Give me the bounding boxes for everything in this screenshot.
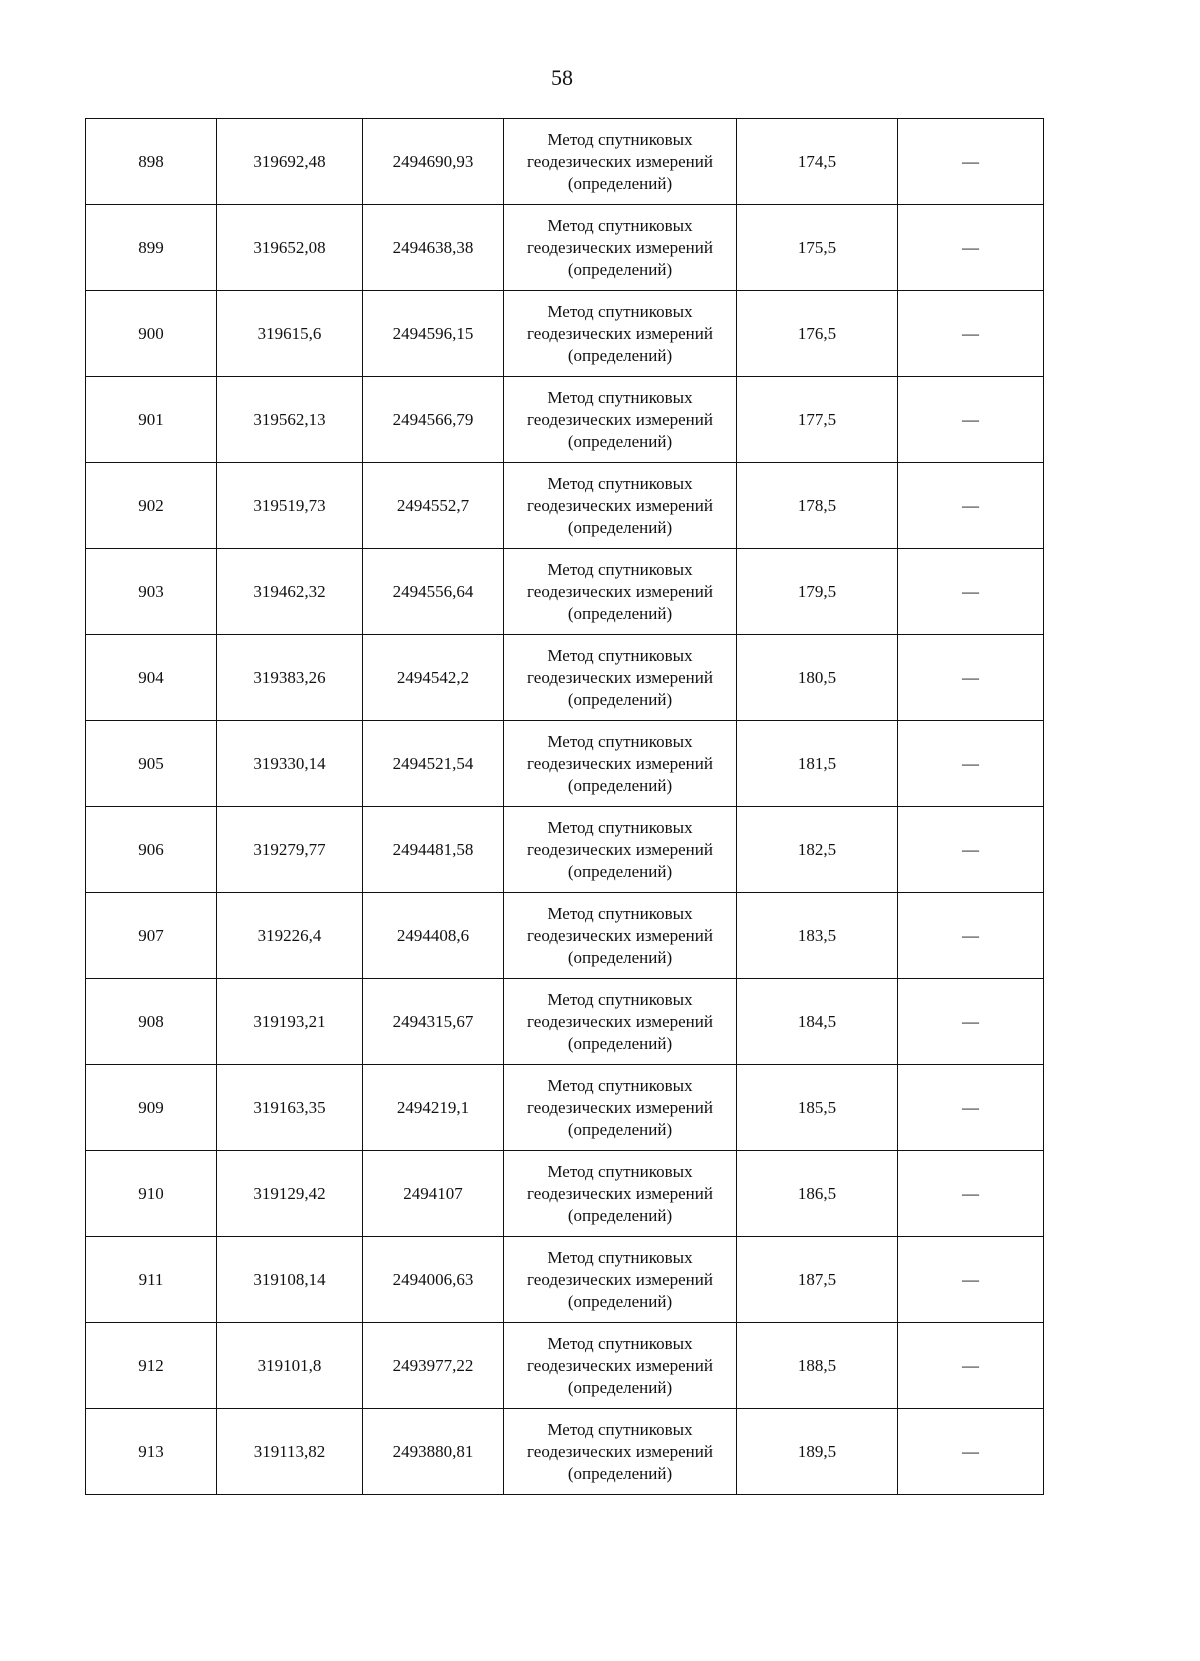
value: 181,5 xyxy=(737,721,898,807)
table-row xyxy=(86,979,1044,1065)
value: 187,5 xyxy=(737,1237,898,1323)
coord-x: 319129,42 xyxy=(217,1151,363,1237)
note-dash: — xyxy=(898,463,1044,549)
coord-x: 319163,35 xyxy=(217,1065,363,1151)
method-line: геодезических измерений xyxy=(527,667,713,687)
method-line: Метод спутниковых xyxy=(547,559,693,579)
table-row xyxy=(86,119,1044,205)
method-line: (определений) xyxy=(567,947,673,967)
method-line: геодезических измерений xyxy=(527,839,713,859)
point-number: 900 xyxy=(86,291,217,377)
value: 179,5 xyxy=(737,549,898,635)
coord-y: 2494107 xyxy=(363,1151,504,1237)
value: 185,5 xyxy=(737,1065,898,1151)
method-line: геодезических измерений xyxy=(527,753,713,773)
method xyxy=(504,893,737,979)
coord-x: 319652,08 xyxy=(217,205,363,291)
note-dash: — xyxy=(898,1151,1044,1237)
table-row xyxy=(86,205,1044,291)
note-dash: — xyxy=(898,205,1044,291)
method-line: геодезических измерений xyxy=(527,1355,713,1375)
method xyxy=(504,979,737,1065)
method xyxy=(504,1151,737,1237)
method-line: Метод спутниковых xyxy=(547,817,693,837)
value: 186,5 xyxy=(737,1151,898,1237)
method xyxy=(504,1237,737,1323)
method-line: Метод спутниковых xyxy=(547,129,693,149)
coord-x: 319383,26 xyxy=(217,635,363,721)
point-number: 908 xyxy=(86,979,217,1065)
method xyxy=(504,463,737,549)
method-line: геодезических измерений xyxy=(527,323,713,343)
note-dash: — xyxy=(898,1065,1044,1151)
table-row xyxy=(86,1237,1044,1323)
coord-x: 319226,4 xyxy=(217,893,363,979)
note-dash: — xyxy=(898,377,1044,463)
coordinates-table xyxy=(85,118,1044,1495)
coord-y: 2494481,58 xyxy=(363,807,504,893)
coord-y: 2494638,38 xyxy=(363,205,504,291)
coord-y: 2493880,81 xyxy=(363,1409,504,1495)
method-line: Метод спутниковых xyxy=(547,1247,693,1267)
method-line: геодезических измерений xyxy=(527,409,713,429)
method-line: геодезических измерений xyxy=(527,1441,713,1461)
note-dash: — xyxy=(898,1409,1044,1495)
method-line: геодезических измерений xyxy=(527,1269,713,1289)
method xyxy=(504,205,737,291)
coord-y: 2494006,63 xyxy=(363,1237,504,1323)
value: 180,5 xyxy=(737,635,898,721)
coord-y: 2494566,79 xyxy=(363,377,504,463)
coord-x: 319193,21 xyxy=(217,979,363,1065)
note-dash: — xyxy=(898,635,1044,721)
table-row xyxy=(86,377,1044,463)
coord-x: 319692,48 xyxy=(217,119,363,205)
method-line: Метод спутниковых xyxy=(547,731,693,751)
table-row xyxy=(86,635,1044,721)
method-line: (определений) xyxy=(567,173,673,193)
method-line: Метод спутниковых xyxy=(547,989,693,1009)
method-line: Метод спутниковых xyxy=(547,301,693,321)
coord-y: 2494556,64 xyxy=(363,549,504,635)
point-number: 907 xyxy=(86,893,217,979)
value: 184,5 xyxy=(737,979,898,1065)
point-number: 902 xyxy=(86,463,217,549)
table-row xyxy=(86,1323,1044,1409)
note-dash: — xyxy=(898,291,1044,377)
method-line: геодезических измерений xyxy=(527,581,713,601)
table-row xyxy=(86,1065,1044,1151)
method xyxy=(504,549,737,635)
point-number: 911 xyxy=(86,1237,217,1323)
point-number: 905 xyxy=(86,721,217,807)
coord-x: 319279,77 xyxy=(217,807,363,893)
value: 182,5 xyxy=(737,807,898,893)
point-number: 913 xyxy=(86,1409,217,1495)
coord-x: 319330,14 xyxy=(217,721,363,807)
table-row xyxy=(86,893,1044,979)
method xyxy=(504,1323,737,1409)
method xyxy=(504,1409,737,1495)
method-line: (определений) xyxy=(567,1377,673,1397)
coord-y: 2494408,6 xyxy=(363,893,504,979)
table-row xyxy=(86,721,1044,807)
coord-y: 2494552,7 xyxy=(363,463,504,549)
table-row xyxy=(86,1151,1044,1237)
method xyxy=(504,721,737,807)
note-dash: — xyxy=(898,1323,1044,1409)
method-line: (определений) xyxy=(567,517,673,537)
point-number: 910 xyxy=(86,1151,217,1237)
method-line: Метод спутниковых xyxy=(547,903,693,923)
method-line: (определений) xyxy=(567,1119,673,1139)
method-line: (определений) xyxy=(567,1463,673,1483)
method-line: (определений) xyxy=(567,861,673,881)
note-dash: — xyxy=(898,1237,1044,1323)
method-line: (определений) xyxy=(567,775,673,795)
method-line: Метод спутниковых xyxy=(547,1161,693,1181)
method-line: (определений) xyxy=(567,259,673,279)
value: 188,5 xyxy=(737,1323,898,1409)
method-line: (определений) xyxy=(567,1033,673,1053)
value: 174,5 xyxy=(737,119,898,205)
method-line: Метод спутниковых xyxy=(547,645,693,665)
method-line: геодезических измерений xyxy=(527,1011,713,1031)
point-number: 899 xyxy=(86,205,217,291)
coord-y: 2494315,67 xyxy=(363,979,504,1065)
note-dash: — xyxy=(898,979,1044,1065)
method xyxy=(504,807,737,893)
note-dash: — xyxy=(898,119,1044,205)
method xyxy=(504,635,737,721)
method-line: Метод спутниковых xyxy=(547,473,693,493)
coord-x: 319462,32 xyxy=(217,549,363,635)
coord-y: 2493977,22 xyxy=(363,1323,504,1409)
coord-y: 2494690,93 xyxy=(363,119,504,205)
coord-x: 319562,13 xyxy=(217,377,363,463)
method-line: Метод спутниковых xyxy=(547,1419,693,1439)
method-line: Метод спутниковых xyxy=(547,215,693,235)
method xyxy=(504,377,737,463)
coordinates-table-body xyxy=(86,119,1044,1495)
coord-x: 319113,82 xyxy=(217,1409,363,1495)
page-number: 58 xyxy=(551,65,573,90)
point-number: 903 xyxy=(86,549,217,635)
method xyxy=(504,119,737,205)
method-line: (определений) xyxy=(567,1205,673,1225)
method-line: геодезических измерений xyxy=(527,495,713,515)
coord-y: 2494219,1 xyxy=(363,1065,504,1151)
method xyxy=(504,291,737,377)
method-line: геодезических измерений xyxy=(527,925,713,945)
point-number: 909 xyxy=(86,1065,217,1151)
method-line: Метод спутниковых xyxy=(547,1333,693,1353)
method-line: Метод спутниковых xyxy=(547,1075,693,1095)
value: 177,5 xyxy=(737,377,898,463)
point-number: 901 xyxy=(86,377,217,463)
value: 189,5 xyxy=(737,1409,898,1495)
value: 176,5 xyxy=(737,291,898,377)
point-number: 906 xyxy=(86,807,217,893)
table-row xyxy=(86,1409,1044,1495)
method-line: Метод спутниковых xyxy=(547,387,693,407)
table-row xyxy=(86,463,1044,549)
coord-y: 2494542,2 xyxy=(363,635,504,721)
point-number: 904 xyxy=(86,635,217,721)
coord-y: 2494521,54 xyxy=(363,721,504,807)
table-row xyxy=(86,807,1044,893)
note-dash: — xyxy=(898,549,1044,635)
value: 183,5 xyxy=(737,893,898,979)
method-line: (определений) xyxy=(567,431,673,451)
table-row xyxy=(86,291,1044,377)
method-line: геодезических измерений xyxy=(527,1097,713,1117)
coord-y: 2494596,15 xyxy=(363,291,504,377)
coord-x: 319519,73 xyxy=(217,463,363,549)
table-row xyxy=(86,549,1044,635)
method-line: геодезических измерений xyxy=(527,151,713,171)
method-line: (определений) xyxy=(567,689,673,709)
method-line: (определений) xyxy=(567,345,673,365)
note-dash: — xyxy=(898,721,1044,807)
value: 178,5 xyxy=(737,463,898,549)
method-line: геодезических измерений xyxy=(527,1183,713,1203)
method xyxy=(504,1065,737,1151)
method-line: геодезических измерений xyxy=(527,237,713,257)
method-line: (определений) xyxy=(567,603,673,623)
point-number: 898 xyxy=(86,119,217,205)
coord-x: 319108,14 xyxy=(217,1237,363,1323)
coord-x: 319101,8 xyxy=(217,1323,363,1409)
value: 175,5 xyxy=(737,205,898,291)
point-number: 912 xyxy=(86,1323,217,1409)
note-dash: — xyxy=(898,893,1044,979)
method-line: (определений) xyxy=(567,1291,673,1311)
coord-x: 319615,6 xyxy=(217,291,363,377)
note-dash: — xyxy=(898,807,1044,893)
